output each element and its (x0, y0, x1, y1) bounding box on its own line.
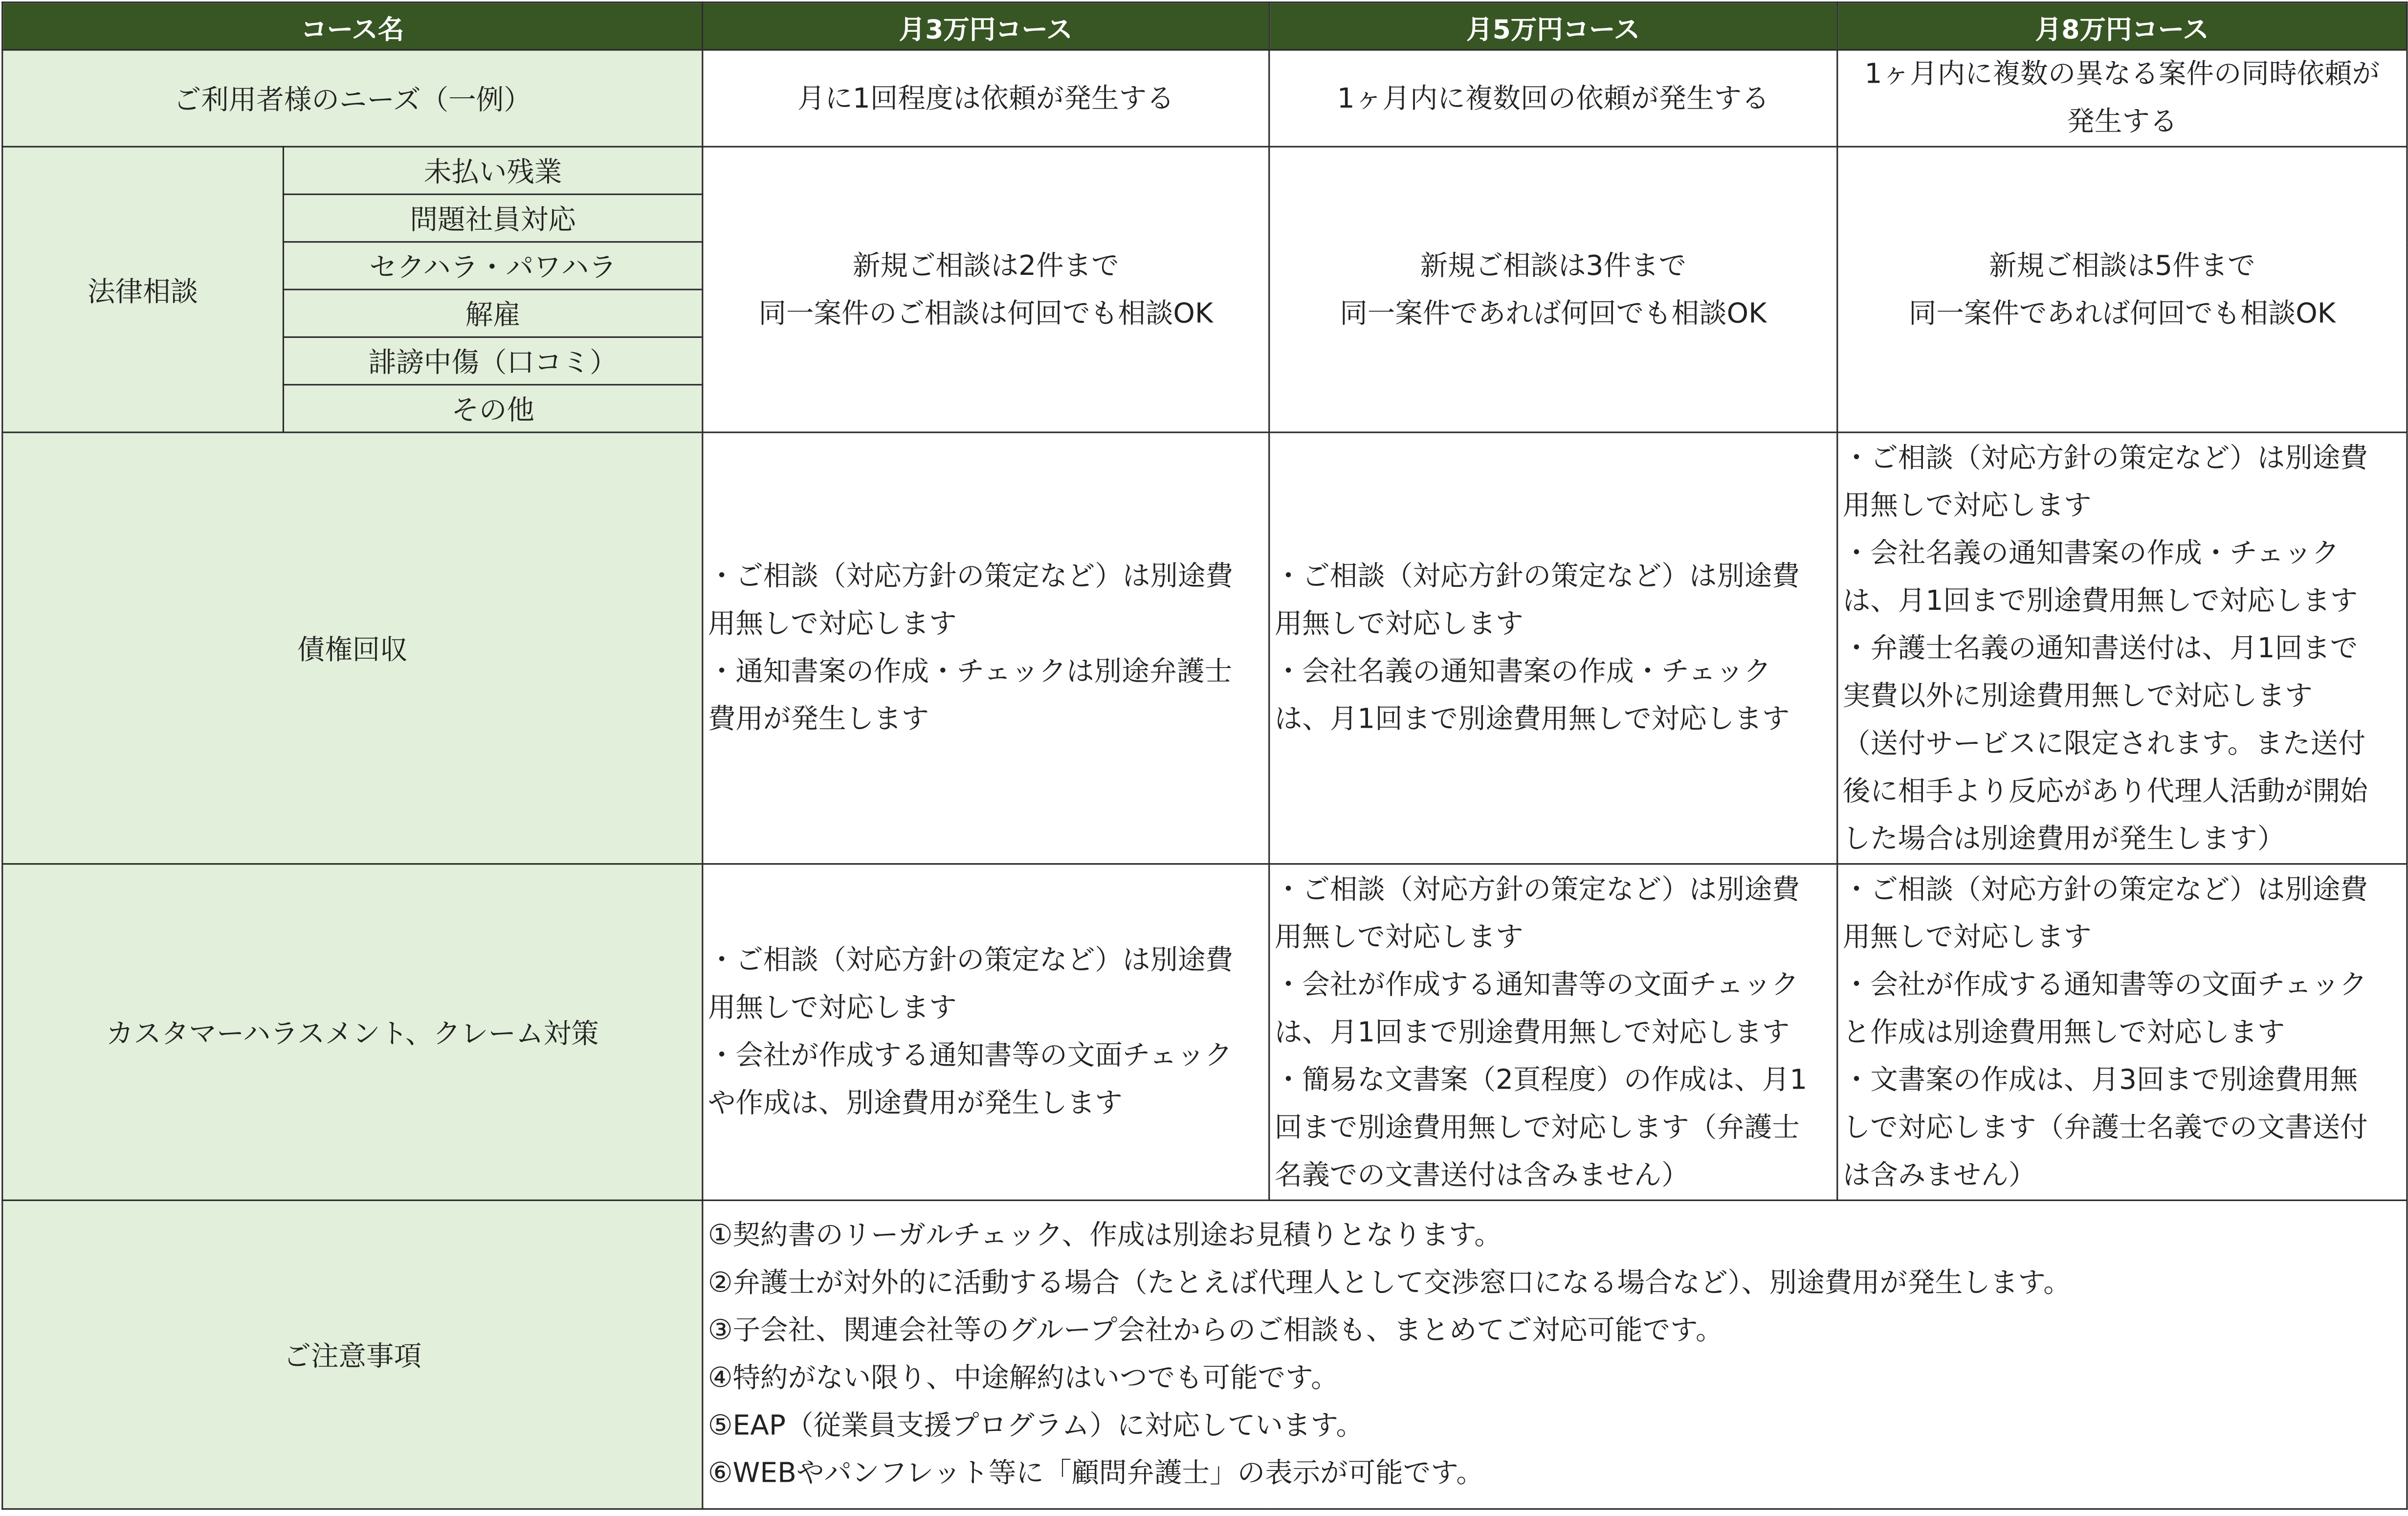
text-line: （送付サービスに限定されます。また送付 (1842, 727, 2366, 760)
text-line: 回まで別途費用無しで対応します（弁護士 (1274, 1111, 1800, 1144)
note-item: ①契約書のリーガルチェック、作成は別途お見積りとなります。 (707, 1219, 1502, 1252)
notes-label: ご注意事項 (2, 1200, 703, 1509)
text-line: と作成は別途費用無しで対応します (1842, 1016, 2285, 1048)
legal-item: 未払い残業 (283, 147, 702, 194)
text-line: ・簡易な文書案（2頁程度）の作成は、月1 (1274, 1063, 1808, 1096)
text-line: ・ご相談（対応方針の策定など）は別途費 (707, 560, 1233, 593)
text-line: 同一案件のご相談は何回でも相談OK (758, 297, 1214, 330)
legal-item: その他 (283, 385, 702, 432)
text-line: ・ご相談（対応方針の策定など）は別途費 (1274, 560, 1800, 593)
text-line: 用無しで対応します (1842, 489, 2092, 522)
note-item: ④特約がない限り、中途解約はいつでも可能です。 (707, 1362, 1339, 1395)
text-line: 同一案件であれば何回でも相談OK (1340, 297, 1767, 330)
note-item: ③子会社、関連会社等のグループ会社からのご相談も、まとめてご対応可能です。 (707, 1315, 1723, 1347)
text-line: 用無しで対応します (1274, 608, 1524, 641)
text-line: 新規ご相談は2件まで (852, 249, 1119, 282)
needs-row (2, 50, 2407, 147)
text-line: 用無しで対応します (707, 992, 957, 1025)
text-line: 用無しで対応します (707, 608, 957, 641)
legal-item: 解雇 (283, 290, 702, 337)
text-line: 用無しで対応します (1274, 920, 1524, 953)
plan-comparison-table (1, 1, 2408, 1510)
needs-plan-3man: 月に1回程度は依頼が発生する (703, 50, 1269, 147)
text-line: は、月1回まで別途費用無しで対応します (1274, 703, 1790, 736)
needs-plan-8man (1837, 50, 2407, 147)
text-line: 同一案件であれば何回でも相談OK (1908, 297, 2336, 330)
text-line: ・会社が作成する通知書等の文面チェック (1842, 968, 2367, 1001)
text-line: 名義での文書送付は含みません） (1274, 1159, 1689, 1191)
text-line: は含みません） (1842, 1159, 2036, 1191)
harassment-plan-3man (703, 864, 1269, 1201)
debt-plan-5man (1269, 432, 1837, 864)
harassment-plan-5man (1269, 864, 1837, 1201)
text-line: ・会社名義の通知書案の作成・チェック (1274, 656, 1771, 688)
header-row (2, 2, 2407, 50)
legal-plan-8man (1837, 147, 2407, 432)
header-plan-8man: 月8万円コース (1837, 2, 2407, 50)
legal-item: 誹謗中傷（口コミ） (283, 337, 702, 384)
text-line: ・ご相談（対応方針の策定など）は別途費 (707, 944, 1233, 977)
legal-item: セクハラ・パワハラ (283, 242, 702, 290)
notes-row (2, 1200, 2407, 1509)
text-line: ・弁護士名義の通知書送付は、月1回まで (1842, 632, 2358, 665)
harassment-row (2, 864, 2407, 1201)
text-line: ・会社が作成する通知書等の文面チェック (707, 1040, 1233, 1072)
text-line: ・文書案の作成は、月3回まで別途費用無 (1842, 1063, 2358, 1096)
harassment-label: カスタマーハラスメント、クレーム対策 (2, 864, 703, 1201)
text-line: ・通知書案の作成・チェックは別途弁護士 (707, 656, 1233, 688)
harassment-plan-8man (1837, 864, 2407, 1201)
text-line: しで対応します（弁護士名義での文書送付 (1842, 1111, 2368, 1144)
text-line: ・ご相談（対応方針の策定など）は別途費 (1842, 441, 2368, 474)
legal-row (2, 147, 2407, 194)
note-item: ⑤EAP（従業員支援プログラム）に対応しています。 (707, 1410, 1364, 1443)
debt-plan-3man (703, 432, 1269, 864)
note-item: ⑥WEBやパンフレット等に「顧問弁護士」の表示が可能です。 (707, 1457, 1484, 1490)
text-line: 費用が発生します (707, 703, 929, 736)
text-line: 後に相手より反応があり代理人活動が開始 (1842, 775, 2368, 807)
debt-plan-8man (1837, 432, 2407, 864)
text-line: 実費以外に別途費用無しで対応します (1842, 679, 2313, 712)
legal-label: 法律相談 (2, 147, 284, 432)
needs-plan-5man: 1ヶ月内に複数回の依頼が発生する (1269, 50, 1837, 147)
header-plan-3man: 月3万円コース (703, 2, 1269, 50)
debt-row (2, 432, 2407, 864)
text-line: 新規ご相談は3件まで (1420, 249, 1687, 282)
debt-label: 債権回収 (2, 432, 703, 864)
text-line: 用無しで対応します (1842, 920, 2092, 953)
text-line: 1ヶ月内に複数の異なる案件の同時依頼が (1864, 58, 2380, 91)
header-plan-5man: 月5万円コース (1269, 2, 1837, 50)
needs-label: ご利用者様のニーズ（一例） (2, 50, 703, 147)
text-line: ・会社が作成する通知書等の文面チェック (1274, 968, 1799, 1001)
text-line: ・ご相談（対応方針の策定など）は別途費 (1842, 873, 2368, 906)
legal-plan-5man (1269, 147, 1837, 432)
text-line: は、月1回まで別途費用無しで対応します (1842, 584, 2358, 617)
legal-plan-3man (703, 147, 1269, 432)
notes-content (703, 1200, 2407, 1509)
text-line: ・会社名義の通知書案の作成・チェック (1842, 536, 2340, 569)
text-line: や作成は、別途費用が発生します (707, 1087, 1123, 1120)
header-course-name: コース名 (2, 2, 703, 50)
text-line: 新規ご相談は5件まで (1988, 249, 2255, 282)
text-line: ・ご相談（対応方針の策定など）は別途費 (1274, 873, 1800, 906)
text-line: 発生する (2067, 106, 2178, 138)
text-line: は、月1回まで別途費用無しで対応します (1274, 1016, 1790, 1048)
note-item: ②弁護士が対外的に活動する場合（たとえば代理人として交渉窓口になる場合など）、別途費用が発生します。 (707, 1267, 2071, 1299)
legal-item: 問題社員対応 (283, 194, 702, 242)
text-line: した場合は別途費用が発生します） (1842, 822, 2285, 855)
